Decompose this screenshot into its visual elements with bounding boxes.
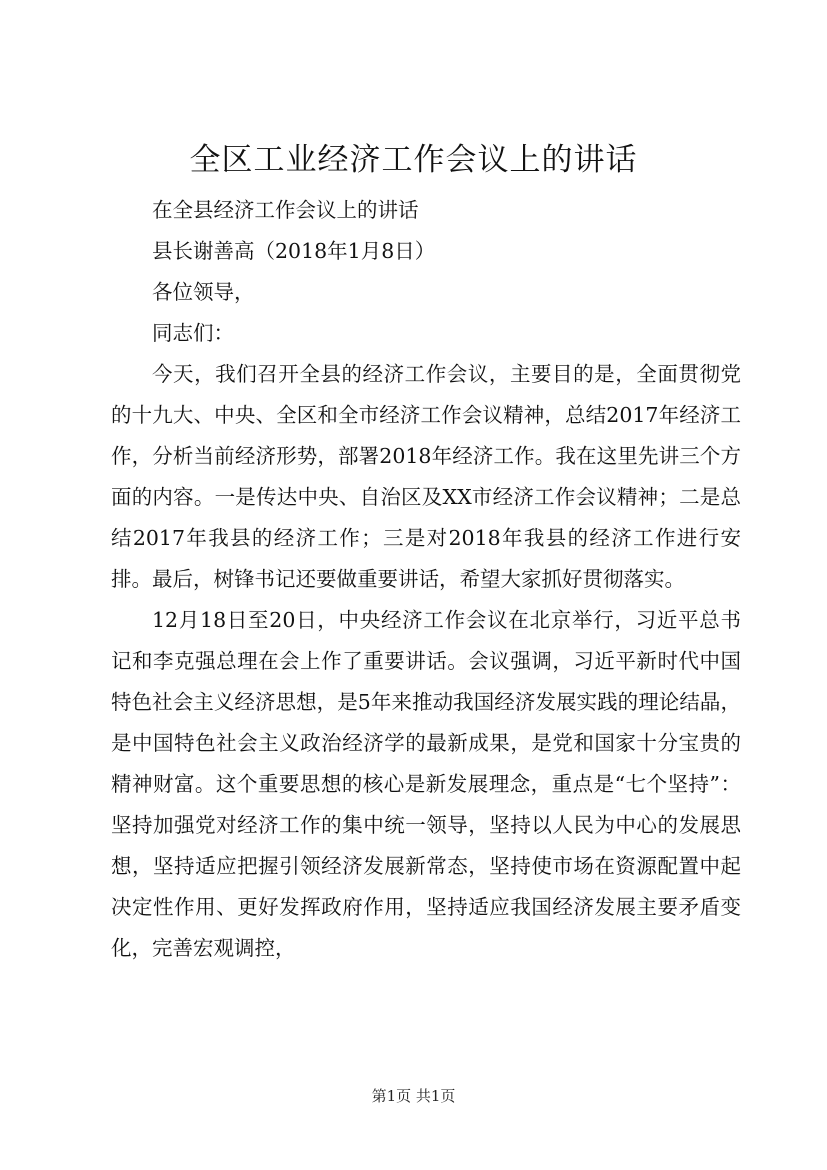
- body-paragraph-2: 12月18日至20日，中央经济工作会议在北京举行，习近平总书记和李克强总理在会上作了重要讲话。会议强调，习近平新时代中国特色社会主义经济思想，是5年来推动我国经济发展实践的理论结晶，是中国特色社会主义政治经济学的最新成果，是党和国家十分宝贵的精神财富。这个重要思想的核心是新发展理念，重点是“七个坚持”：坚持加强党对经济工作的集中统一领导，坚持以人民为中心的发展思想，坚持适应把握引领经济发展新常态，坚持使市场在资源配置中起决定性作用、更好发挥政府作用，坚持适应我国经济发展主要矛盾变化，完善宏观调控，: [111, 608, 741, 960]
- subtitle-line: 在全县经济工作会议上的讲话: [152, 198, 419, 222]
- document-title: 全区工业经济工作会议上的讲话: [189, 142, 638, 178]
- body-paragraph-1: 今天，我们召开全县的经济工作会议，主要目的是，全面贯彻党的十九大、中央、全区和全市经济工作会议精神，总结2017年经济工作，分析当前经济形势，部署2018年经济工作。我在这里先讲三个方面的内容。一是传达中央、自治区及XX市经济工作会议精神；二是总结2017年我县的经济工作；三是对2018年我县的经济工作进行安排。最后，树锋书记还要做重要讲话，希望大家抓好贯彻落实。: [111, 362, 741, 591]
- salutation-leaders: 各位领导，: [152, 280, 255, 304]
- page-footer: 第1页 共1页: [371, 1087, 456, 1105]
- salutation-comrades: 同志们：: [152, 321, 234, 345]
- speaker-line: 县长谢善高（2018年1月8日）: [152, 239, 436, 263]
- document-body: [111, 190, 741, 969]
